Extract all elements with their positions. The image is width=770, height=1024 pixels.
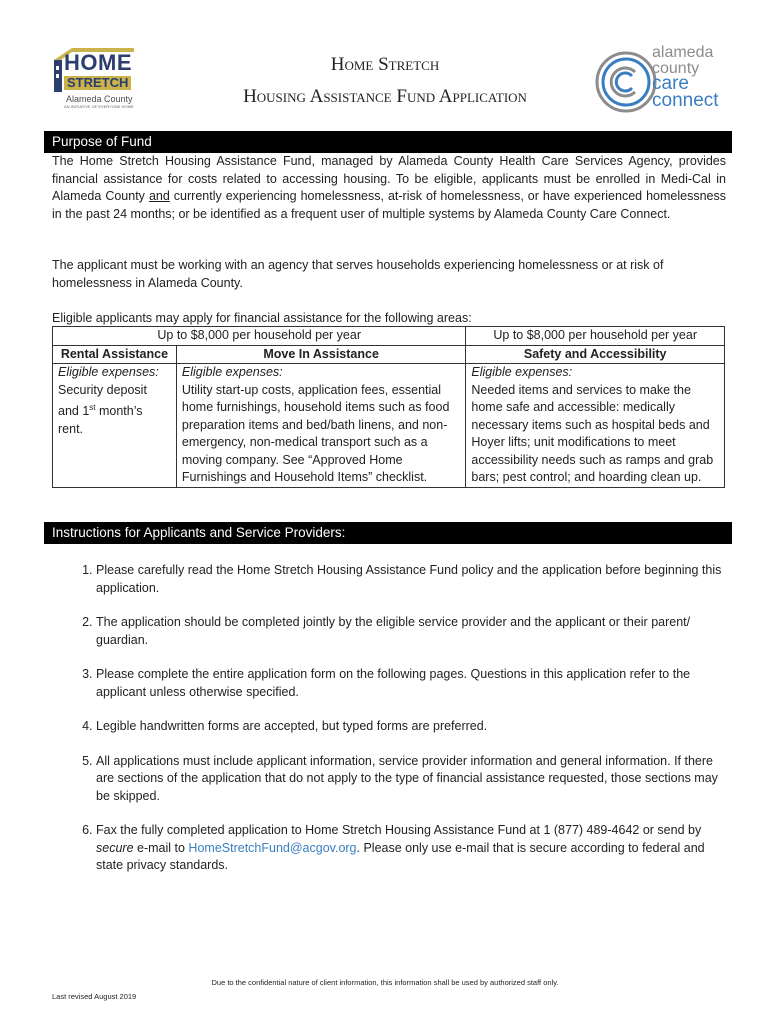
move-in-body: Utility start-up costs, application fees, essential home furnishings, household items such as food preparation items and bed/bath linens, and non-emergency, non-medical transport such as a moving company. See “Approved Home Furnishings and Household Items” checklist.	[181, 382, 450, 484]
move-in-assistance-cell	[176, 364, 466, 488]
instruction-item-6	[96, 822, 726, 875]
rental-assistance-cell	[53, 364, 177, 488]
purpose-p1-text-b: currently experiencing homelessness, at-risk of homelessness, or have experienced homelessness in the past 24 months; or be identified as a frequent user of multiple systems by Alameda County Care Connect.	[52, 189, 726, 221]
instructions-section-heading: Instructions for Applicants and Service Providers:	[44, 522, 732, 544]
instruction-6-text-b: e-mail to	[133, 840, 189, 855]
rental-assistance-header: Rental Assistance	[53, 345, 177, 364]
purpose-section-heading: Purpose of Fund	[44, 131, 732, 153]
purpose-p1-and: and	[148, 189, 170, 203]
purpose-p1-text-a: The Home Stretch Housing Assistance Fund, managed by Alameda County Health Care Services Agency, provides financial assistance for costs related to accessing housing. To be eligible, applicants must be enrolled in Medi-Cal in Alameda County	[52, 154, 726, 203]
logo-care-text: care	[652, 73, 689, 94]
table-row	[53, 364, 725, 488]
rental-body-a: Security deposit and 1	[58, 382, 147, 419]
confidentiality-notice: Due to the confidential nature of client information, this information shall be used by authorized staff only.	[211, 978, 559, 987]
instruction-6-secure: secure	[96, 840, 134, 855]
care-connect-logo	[594, 44, 734, 114]
logo-alameda-text: alameda	[652, 44, 714, 61]
instruction-6-text-c: . Please only use e-mail that is secure according to federal and state privacy standards.	[96, 840, 705, 872]
rental-body-sup: st	[89, 403, 96, 412]
limit-left-cell: Up to $8,000 per household per year	[53, 327, 466, 346]
home-stretch-logo	[50, 46, 136, 116]
logo-tagline: AN INITIATIVE OF EVERYONE HOME	[64, 104, 134, 109]
instructions-list	[52, 562, 726, 892]
table-row	[53, 327, 725, 346]
instruction-item-1: 1. Please carefully read the Home Stretch Housing Assistance Fund policy and the application before beginning this application.	[96, 562, 726, 597]
email-link[interactable]: HomeStretchFund@acgov.org	[188, 840, 357, 855]
assistance-table	[52, 326, 725, 488]
instruction-item-4: 4. Legible handwritten forms are accepted, but typed forms are preferred.	[96, 718, 726, 736]
purpose-paragraph-2: The applicant must be working with an agency that serves households experiencing homelessness or at risk of homelessness in Alameda County.	[52, 258, 664, 290]
rental-body-b: month’s rent.	[58, 404, 143, 436]
purpose-paragraph-1	[52, 153, 726, 223]
logo-home-text: HOME	[64, 50, 132, 75]
eligible-label: Eligible expenses:	[58, 365, 159, 379]
safety-accessibility-header: Safety and Accessibility	[466, 345, 725, 364]
page-title-line1: Home Stretch	[330, 54, 440, 75]
instruction-item-3: 3. Please complete the entire application form on the following pages. Questions in this application refer to the applicant unless otherwise specified.	[96, 666, 726, 701]
table-row	[53, 345, 725, 364]
revision-date: Last revised August 2019	[52, 992, 137, 1001]
safety-body: Needed items and services to make the home safe and accessible: medically necessary items such as hospital beds and Hoyer lifts; unit modifications to meet accessibility needs such as ramps and grab bars; pest control; and hoarding clean up.	[471, 382, 714, 484]
purpose-paragraph-3: Eligible applicants may apply for financial assistance for the following areas:	[52, 311, 472, 325]
page-title-line2: Housing Assistance Fund Application	[243, 86, 527, 107]
logo-stretch-text: STRETCH	[64, 76, 131, 90]
logo-county-text: Alameda County	[66, 94, 133, 104]
instruction-6-text-a: Fax the fully completed application to Home Stretch Housing Assistance Fund at 1 (877) 489-4642 or send by	[96, 823, 702, 837]
move-in-assistance-header: Move In Assistance	[176, 345, 466, 364]
care-connect-circle-icon	[594, 50, 658, 114]
eligible-label: Eligible expenses:	[181, 365, 283, 379]
safety-accessibility-cell	[466, 364, 725, 488]
logo-connect-text: connect	[652, 90, 719, 111]
logo-county-word: county	[652, 60, 700, 77]
instruction-item-5: 5. All applications must include applicant information, service provider information and general information. If there are sections of the application that do not apply to the type of financial assistance requested, those sections may be skipped.	[96, 753, 726, 806]
limit-right-cell: Up to $8,000 per household per year	[466, 327, 725, 346]
eligible-label: Eligible expenses:	[471, 365, 573, 379]
instruction-item-2: 2. The application should be completed jointly by the eligible service provider and the applicant or their parent/ guardian.	[96, 614, 726, 649]
